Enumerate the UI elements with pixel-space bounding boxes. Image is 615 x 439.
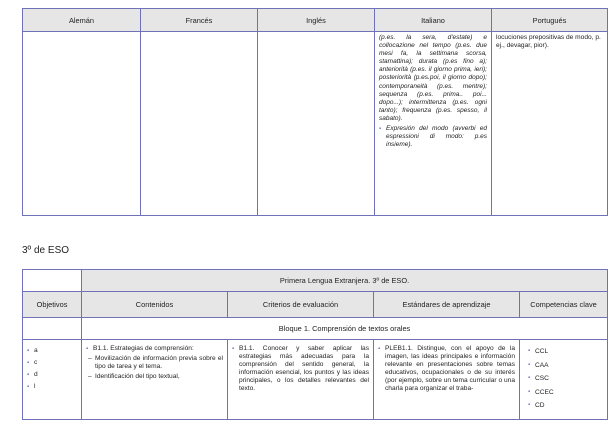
objetivo-item: ▪ c [27, 357, 77, 369]
cell-criterios [228, 340, 374, 420]
cell-objetivos [23, 340, 82, 420]
cell-ingles [258, 32, 375, 216]
cell-contenidos [82, 340, 228, 420]
cell-estandares [374, 340, 520, 420]
curriculum-table [22, 269, 608, 420]
empty-corner [23, 270, 82, 292]
contenidos-dash: – Movilización de información previa sobre el tipo de tarea y el tema. [86, 355, 223, 371]
header-estandares: Estándares de aprendizaje [374, 292, 520, 318]
competencia-item: ▪ CCL [528, 345, 603, 359]
header-portugues: Portugués [492, 9, 608, 32]
header-objetivos: Objetivos [23, 292, 82, 318]
estandares-text: ▪ PLEB1.1. Distingue, con el apoyo de la imagen, las ideas principales e información relevante en presentaciones sobre temas educativos, ocupacionales o de su interés (por ejemplo, sobre un tema curricular o una charla para organizar el traba- [378, 345, 515, 393]
italiano-bullet: ▪ Expresión del modo (avverbi ed espressioni di modo: p.es insieme). [379, 125, 487, 149]
objetivo-item: ▪ l [27, 381, 77, 393]
language-table [22, 8, 608, 216]
header-contenidos: Contenidos [82, 292, 228, 318]
objetivo-item: ▪ d [27, 369, 77, 381]
cell-portugues [492, 32, 608, 216]
cell-competencias [520, 340, 608, 420]
criterios-text: ▪ B1.1. Conocer y saber aplicar las estrategias más adecuadas para la comprensión del sentido general, la información esencial, los puntos y las ideas principales, o los detalles relevantes del texto. [232, 345, 369, 393]
competencia-item: ▪ CCEC [528, 386, 603, 400]
cell-aleman [23, 32, 141, 216]
contenidos-dash: – Identificación del tipo textual, [86, 373, 223, 381]
portugues-text: locuciones prepositivas de modo, p. ej., devagar, pior). [496, 34, 601, 49]
cell-frances [141, 32, 258, 216]
header-italiano: Italiano [375, 9, 492, 32]
competencia-item: ▪ CD [528, 399, 603, 413]
section-heading: 3º de ESO [22, 245, 70, 256]
header-aleman: Alemán [23, 9, 141, 32]
table-title: Primera Lengua Extranjera. 3º de ESO. [82, 270, 608, 292]
competencia-item: ▪ CSC [528, 372, 603, 386]
block-title: Bloque 1. Comprensión de textos orales [82, 318, 608, 340]
header-criterios: Criterios de evaluación [228, 292, 374, 318]
contenidos-bullet: ▪ B1.1. Estrategias de comprensión: [86, 345, 223, 353]
cell-italiano [375, 32, 492, 216]
header-ingles: Inglés [258, 9, 375, 32]
competencia-item: ▪ CAA [528, 359, 603, 373]
header-frances: Francés [141, 9, 258, 32]
header-competencias: Competencias clave [520, 292, 608, 318]
empty-block-cell [23, 318, 82, 340]
objetivo-item: ▪ a [27, 345, 77, 357]
italiano-text: (p.es. la sera, d'estate) e collocazione nel tempo (p.es. due mesi fa, la settimana scorsa, stamattina); durata (p.es fino a); anteriorità (p.es. il giorno prima, ieri); posteriorità (p.es.poi, il giorno dopo); contemporaneità (p.es. mentre); sequenza (p.es. prima.. poi... dopo...); intermittenza (p.es. ogni tanto); frequenza (p.es. spesso, il sabato). [379, 34, 487, 122]
